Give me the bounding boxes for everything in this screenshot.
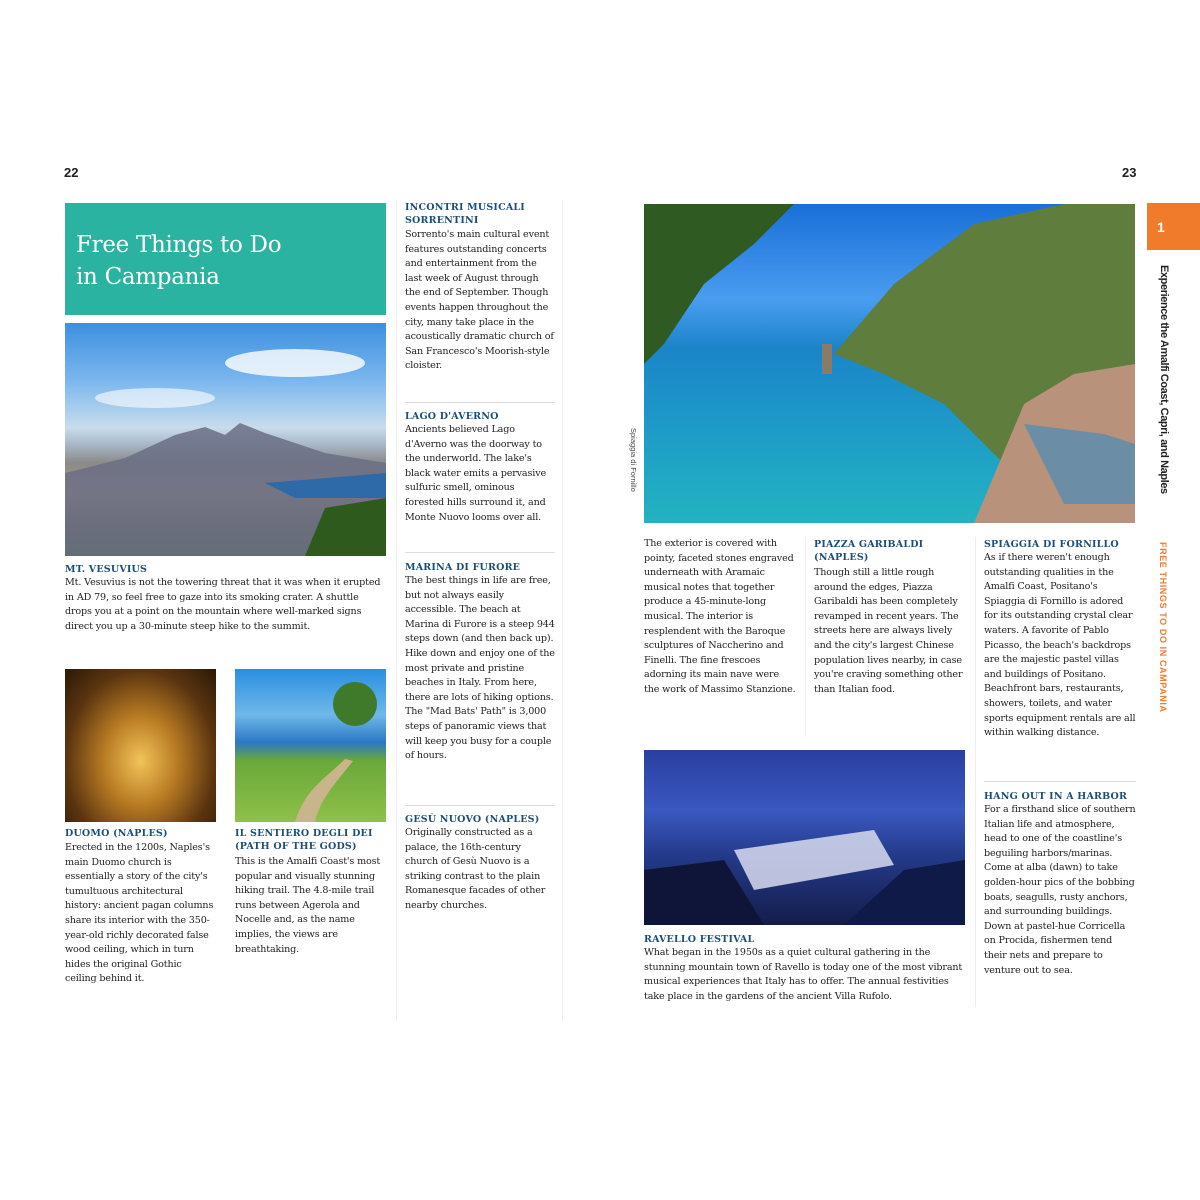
column-divider — [805, 537, 806, 737]
trail-shape — [235, 669, 386, 822]
ravello-festival-photo — [644, 750, 965, 925]
section-divider — [405, 805, 555, 806]
section-body: Though still a little rough around the edges, Piazza Garibaldi has been completely revamped in recent years. The streets here are always lively and the city's largest Chinese population lives nearby, in case you're craving something other than Italian food. — [814, 567, 963, 695]
stage-shape — [644, 750, 965, 925]
page-number-left: 22 — [64, 165, 79, 180]
section-heading: PIAZZA GARIBALDI (NAPLES) — [814, 539, 924, 563]
section-heading: GESÙ NUOVO (NAPLES) — [405, 814, 540, 825]
section-divider — [405, 552, 555, 553]
duomo-interior-photo — [65, 669, 216, 822]
section-divider — [984, 781, 1136, 782]
title-line-1: Free Things to Do — [76, 232, 282, 258]
section-heading: SPIAGGIA DI FORNILLO — [984, 539, 1119, 550]
section-body: The best things in life are free, but not always easily accessible. The beach at Marina di Furore is a steep 944 steps down (and then back up). Hike down and enjoy one of the most private and pristine beaches in Italy. From here, there are lots of hiking options. The "Mad Bats' Path" is 3,000 steps of panoramic views that will keep you busy for a couple of hours. — [405, 575, 555, 762]
section-body: As if there weren't enough outstanding qualities in the Amalfi Coast, Positano's Spiaggia di Fornillo is adored for its outstanding crystal clear waters. A favorite of Pablo Picasso, the beach's backdrops are the majestic pastel villas and buildings of Positano. Beachfront bars, restaurants, showers, toilets, and water sports equipment rentals are all within walking distance. — [984, 552, 1136, 739]
section-heading: MARINA DI FURORE — [405, 562, 521, 573]
photo-caption: Spiaggia di Fornillo — [629, 428, 638, 492]
column-divider — [396, 200, 397, 1020]
section-body: Erected in the 1200s, Naples's main Duomo church is essentially a story of the city's tumultuous architectural history: ancient pagan columns share its interior with the 350-year-old richly decorated false wood ceiling, which in turn hides the original Gothic ceiling behind it. — [65, 842, 214, 985]
section-heading: MT. VESUVIUS — [65, 564, 148, 575]
section-heading: HANG OUT IN A HARBOR — [984, 791, 1128, 802]
section-heading: IL SENTIERO DEGLI DEI (PATH OF THE GODS) — [235, 828, 373, 852]
section-heading: INCONTRI MUSICALI SORRENTINI — [405, 202, 525, 226]
section-divider — [405, 402, 555, 403]
section-body: What began in the 1950s as a quiet cultural gathering in the stunning mountain town of Ravello is today one of the most vibrant musical experiences that Italy has to offer. The annual festivities take place in the gardens of the ancient Villa Rufolo. — [644, 947, 963, 1002]
vesuvius-photo — [65, 323, 386, 556]
coast-shape — [644, 204, 1135, 523]
title-line-2: in Campania — [76, 264, 220, 290]
section-body: Originally constructed as a palace, the 16th-century church of Gesù Nuovo is a striking contrast to the plain Romanesque facades of other nearby churches. — [405, 827, 546, 911]
running-head-section: FREE THINGS TO DO IN CAMPANIA — [1158, 542, 1168, 713]
section-body: Ancients believed Lago d'Averno was the doorway to the underworld. The lake's black water emits a pervasive sulfuric smell, ominous forested hills surround it, and Monte Nuovo looms over all. — [405, 424, 546, 523]
title-box — [65, 203, 386, 315]
section-body: For a firsthand slice of southern Italian life and atmosphere, head to one of the coastline's beguiling harbors/marinas. Come at alba (dawn) to take golden-hour pics of the bobbing boats, seagulls, rusty anchors, and surrounding buildings. Down at pastel-hue Corricella on Procida, fishermen tend their nets and prepare to venture out to sea. — [984, 804, 1136, 976]
vesuvius-mountain-shape — [65, 323, 386, 556]
section-body: Mt. Vesuvius is not the towering threat that it was when it erupted in AD 79, so feel free to gaze into its smoking crater. A shuttle drops you at a point on the mountain where well-marked signs direct you up a 30-minute steep hike to the summit. — [65, 577, 381, 632]
path-of-gods-photo — [235, 669, 386, 822]
section-heading: RAVELLO FESTIVAL — [644, 934, 755, 945]
column-divider — [562, 200, 563, 1020]
section-body: This is the Amalfi Coast's most popular and visually stunning hiking trail. The 4.8-mile trail runs between Agerola and Nocelle and, as the name implies, the views are breathtaking. — [235, 856, 381, 955]
chapter-number: 1 — [1157, 219, 1165, 235]
section-body: Sorrento's main cultural event features outstanding concerts and entertainment from the last week of August through the end of September. Though events happen throughout the city, many take place in the acoustically dramatic church of San Francesco's Moorish-style cloister. — [405, 229, 554, 372]
section-heading: LAGO D'AVERNO — [405, 411, 499, 422]
chapter-tab — [1147, 203, 1200, 250]
column-divider — [975, 537, 976, 1007]
section-heading: DUOMO (NAPLES) — [65, 828, 168, 839]
continued-body: The exterior is covered with pointy, faceted stones engraved underneath with Aramaic musical notes that together produce a 45-minute-long musical. The interior is resplendent with the Baroque sculptures of Naccherino and Finelli. The fine frescoes adorning its main nave were the work of Massimo Stanzione. — [644, 538, 796, 695]
page-number-right: 23 — [1122, 165, 1137, 180]
running-head-book: Experience the Amalfi Coast, Capri, and Naples — [1158, 265, 1170, 494]
spiaggia-di-fornillo-photo — [644, 204, 1135, 523]
